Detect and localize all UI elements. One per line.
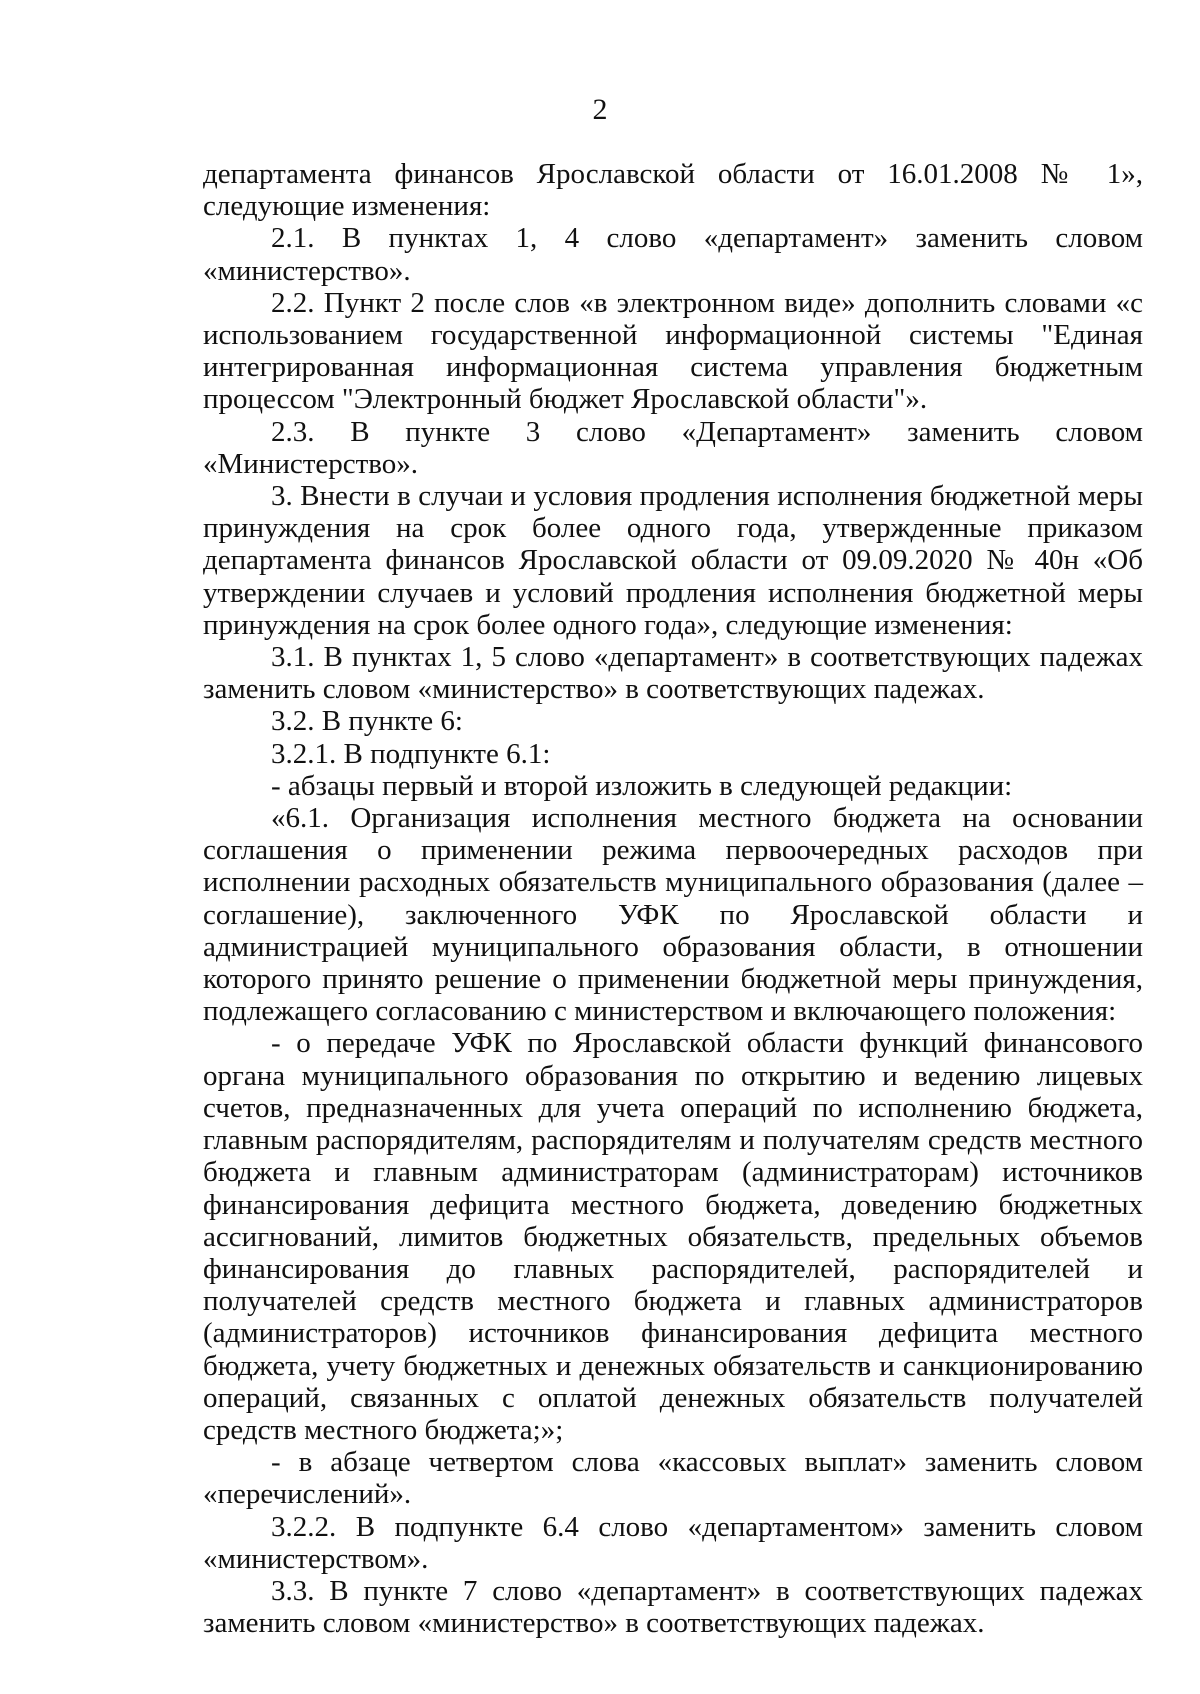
paragraph-3-2: 3.2. В пункте 6: (271, 705, 463, 738)
paragraph-3-3: 3.3. В пункте 7 слово «департамент» в соответствующих падежах заменить словом «министерство» в соответствующих падежах. (203, 1574, 1143, 1640)
paragraph-3-2-1: 3.2.1. В подпункте 6.1: (271, 737, 551, 770)
paragraph-quote-6-1: «6.1. Организация исполнения местного бюджета на основании соглашения о применении режима первоочередных расходов при исполнении расходных обязательств муниципального образования (далее – соглашение), заключенного УФК по Ярославской области и администрацией муниципального образования области, в отношении которого принято решение о применении бюджетной меры принуждения, подлежащего согласованию с министерством и включающего положения: (203, 802, 1143, 1028)
paragraph-3-1: 3.1. В пунктах 1, 5 слово «департамент» в соответствующих падежах заменить словом «министерство» в соответствующих падежах. (203, 641, 1143, 706)
paragraph-2-1: 2.1. В пунктах 1, 4 слово «департамент» заменить словом «министерство». (203, 222, 1143, 287)
paragraph-bullet-abzace-4: - в абзаце четвертом слова «кассовых выплат» заменить словом «перечислений». (203, 1446, 1143, 1511)
paragraph-3: 3. Внести в случаи и условия продления исполнения бюджетной меры принуждения на срок более одного года, утвержденные приказом департамента финансов Ярославской области от 09.09.2020 № 40н «Об утверждении случаев и условий продления исполнения бюджетной меры принуждения на срок более одного года», следующие изменения: (203, 480, 1143, 641)
paragraph-3-2-2: 3.2.2. В подпункте 6.4 слово «департаментом» заменить словом «министерством». (203, 1510, 1143, 1575)
paragraph-bullet-peredache: - о передаче УФК по Ярославской области функций финансового органа муниципального образования по открытию и ведению лицевых счетов, предназначенных для учета операций по исполнению бюджета, главным распорядителям, распорядителям и получателям средств местного бюджета и главным администраторам (администраторам) источников финансирования дефицита местного бюджета, доведению бюджетных ассигнований, лимитов бюджетных обязательств, предельных объемов финансирования до главных распорядителей, распорядителей и получателей средств местного бюджета и главных администраторов (администраторов) источников финансирования дефицита местного бюджета, учету бюджетных и денежных обязательств и санкционированию операций, связанных с оплатой денежных обязательств получателей средств местного бюджета;»; (203, 1027, 1143, 1446)
page-number: 2 (592, 93, 608, 126)
paragraph-2-2: 2.2. Пункт 2 после слов «в электронном виде» дополнить словами «с использованием государственной информационной системы "Единая интегрированная информационная система управления бюджетным процессом "Электронный бюджет Ярославской области"». (203, 286, 1143, 416)
document-body (203, 158, 1143, 1639)
paragraph-bullet-abzacy: - абзацы первый и второй изложить в следующей редакции: (271, 769, 1013, 802)
paragraph-continuation: департамента финансов Ярославской области от 16.01.2008 № 1», следующие изменения: (203, 158, 1143, 223)
paragraph-2-3: 2.3. В пункте 3 слово «Департамент» заменить словом «Министерство». (203, 415, 1143, 480)
